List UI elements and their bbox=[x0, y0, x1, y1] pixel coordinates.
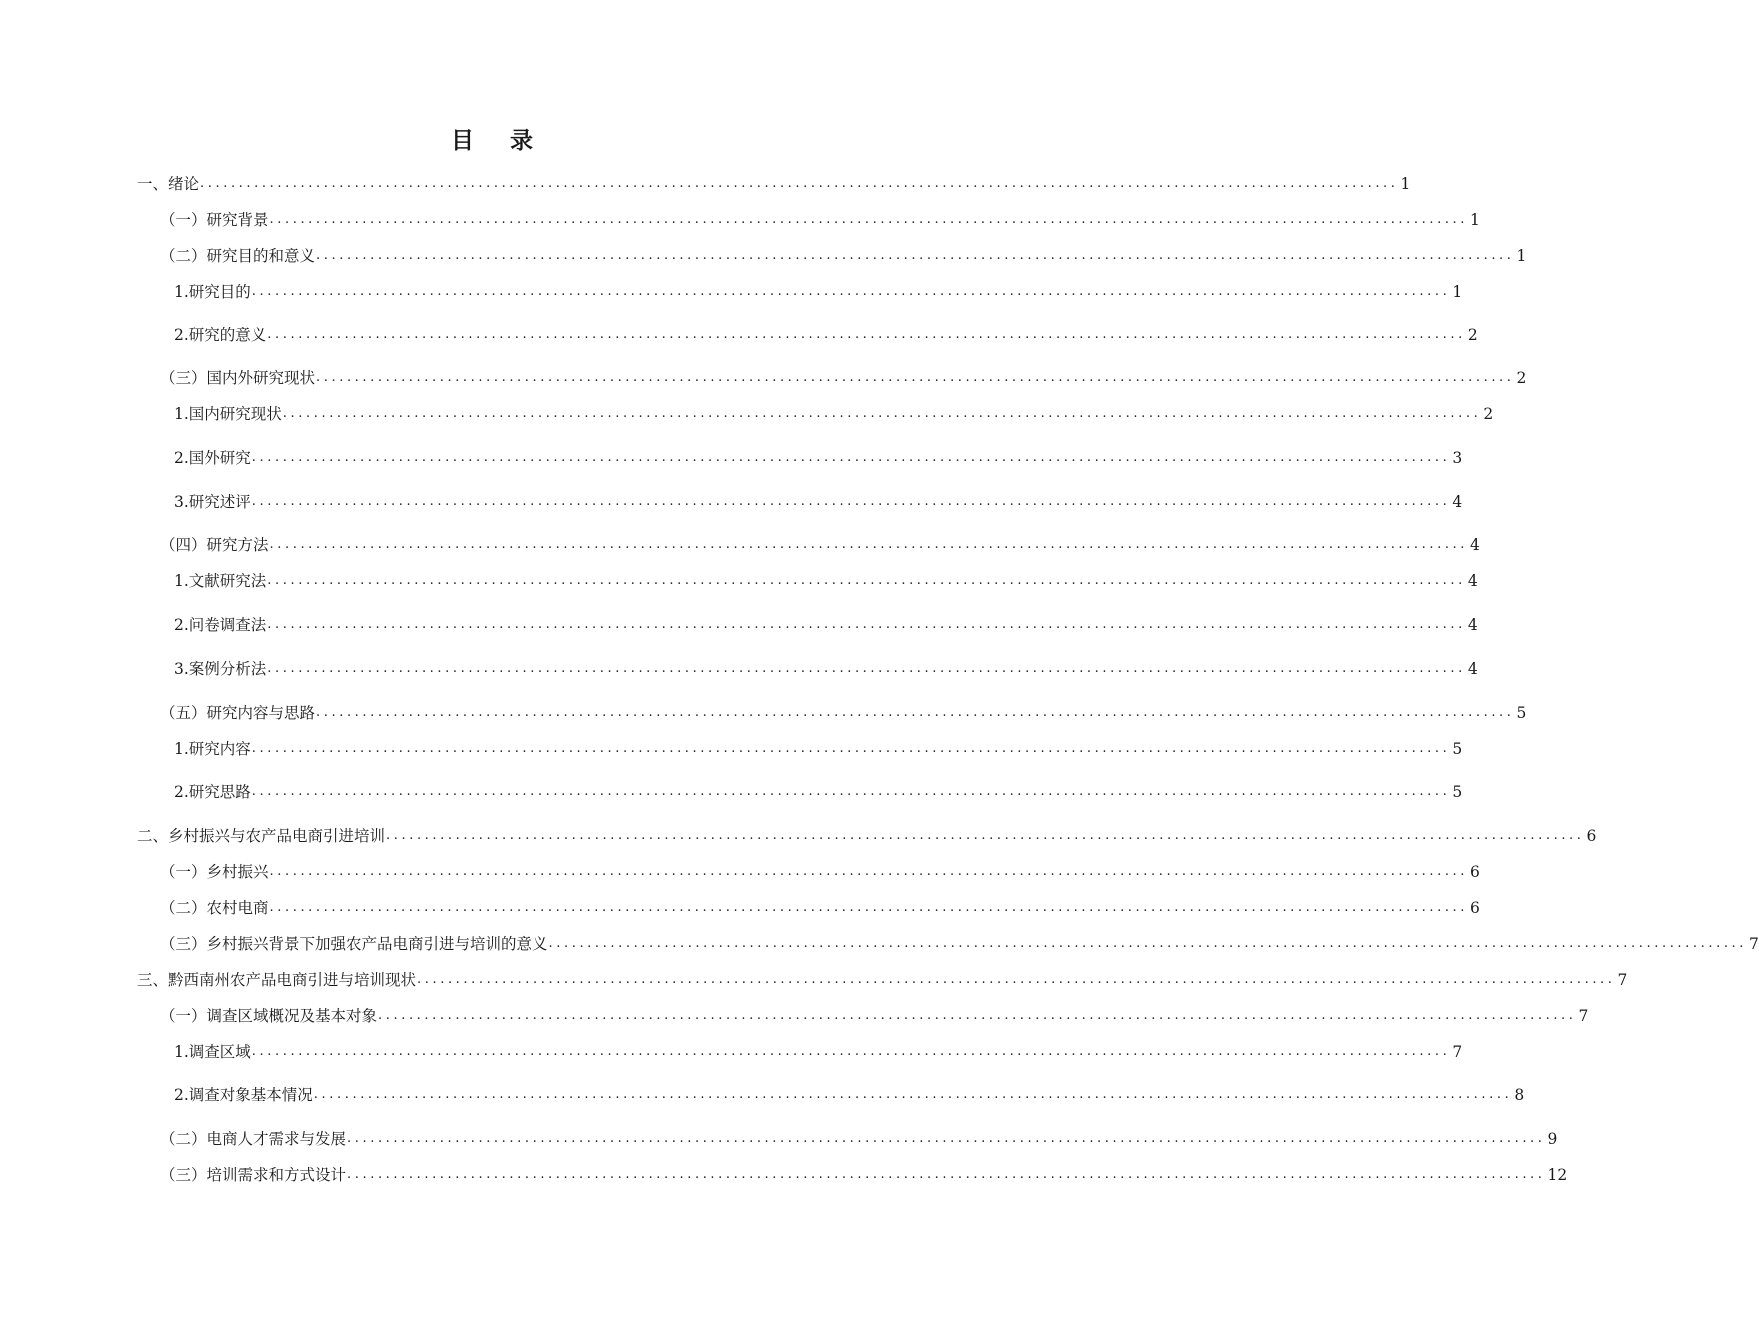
toc-entry-label: （二）电商人才需求与发展 bbox=[160, 1130, 347, 1148]
toc-entry[interactable] bbox=[160, 366, 1527, 388]
toc-entry-page: 8 bbox=[1514, 1086, 1525, 1104]
toc-entry[interactable] bbox=[160, 1163, 1568, 1185]
toc-entry-page: 5 bbox=[1516, 704, 1527, 722]
toc-entry-page: 5 bbox=[1452, 740, 1463, 758]
toc-leader-dots: ........................................................................................................................................................... bbox=[269, 537, 1469, 552]
toc-entry-label: （二）农村电商 bbox=[160, 899, 269, 917]
toc-entry-page: 2 bbox=[1516, 369, 1527, 387]
toc-entry-page: 6 bbox=[1586, 827, 1597, 845]
toc-entry-page: 1 bbox=[1470, 211, 1480, 229]
toc-leader-dots: ........................................................................................................................................................... bbox=[267, 661, 1466, 676]
toc-entry[interactable] bbox=[137, 172, 1411, 194]
toc-entry-label: （四）研究方法 bbox=[160, 536, 269, 554]
toc-entry-page: 7 bbox=[1578, 1007, 1589, 1025]
toc-leader-dots: ........................................................................................................................................................... bbox=[267, 617, 1466, 632]
toc-leader-dots: ........................................................................................................................................................... bbox=[316, 705, 1515, 720]
toc-entry-label: （一）研究背景 bbox=[160, 211, 269, 229]
toc-entry-page: 4 bbox=[1467, 616, 1478, 634]
toc-entry-label: 2.研究思路 bbox=[174, 783, 251, 801]
toc-entry-page: 1 bbox=[1516, 247, 1527, 265]
toc-entry[interactable] bbox=[160, 1127, 1558, 1149]
toc-entry-page: 6 bbox=[1470, 899, 1480, 917]
toc-leader-dots: ........................................................................................................................................................... bbox=[251, 494, 1451, 509]
toc-entry-page: 9 bbox=[1547, 1130, 1558, 1148]
toc-entry-page: 6 bbox=[1470, 863, 1480, 881]
toc-entry-page: 7 bbox=[1452, 1043, 1463, 1061]
toc-entry-label: 一、绪论 bbox=[137, 175, 200, 193]
toc-entry[interactable] bbox=[160, 932, 1759, 954]
toc-leader-dots: ........................................................................................................................................................... bbox=[548, 936, 1748, 951]
toc-leader-dots: ........................................................................................................................................................... bbox=[316, 248, 1515, 263]
toc-entry-label: （三）国内外研究现状 bbox=[160, 369, 316, 387]
toc-leader-dots: ........................................................................................................................................................... bbox=[347, 1167, 1546, 1182]
toc-leader-dots: ........................................................................................................................................................... bbox=[251, 784, 1451, 799]
toc-entry-page: 5 bbox=[1452, 783, 1463, 801]
toc-leader-dots: ........................................................................................................................................................... bbox=[347, 1131, 1546, 1146]
toc-entry-label: 三、黔西南州农产品电商引进与培训现状 bbox=[137, 971, 417, 989]
toc-entry-page: 12 bbox=[1547, 1166, 1568, 1184]
toc-entry-label: 3.案例分析法 bbox=[174, 660, 267, 678]
toc-entry-page: 4 bbox=[1452, 493, 1463, 511]
toc-entry[interactable] bbox=[174, 737, 1463, 759]
toc-entry-page: 7 bbox=[1617, 971, 1628, 989]
toc-leader-dots: ........................................................................................................................................................... bbox=[386, 828, 1585, 843]
toc-entry-page: 4 bbox=[1467, 660, 1478, 678]
toc-entry-label: 2.问卷调查法 bbox=[174, 616, 267, 634]
toc-entry[interactable] bbox=[174, 569, 1478, 591]
toc-leader-dots: ........................................................................................................................................................... bbox=[251, 450, 1451, 465]
toc-entry-label: （三）培训需求和方式设计 bbox=[160, 1166, 347, 1184]
toc-entry[interactable] bbox=[160, 533, 1480, 555]
toc-entry-page: 2 bbox=[1483, 405, 1494, 423]
toc-entry-page: 4 bbox=[1467, 572, 1478, 590]
toc-entry-label: 2.国外研究 bbox=[174, 449, 251, 467]
toc-entry-label: 1.调查区域 bbox=[174, 1043, 251, 1061]
toc-entry[interactable] bbox=[174, 657, 1478, 679]
toc-entry[interactable] bbox=[174, 1040, 1463, 1062]
toc-entry[interactable] bbox=[174, 1083, 1525, 1105]
toc-entry[interactable] bbox=[137, 968, 1628, 990]
toc-entry[interactable] bbox=[174, 323, 1478, 345]
toc-entry-label: （一）乡村振兴 bbox=[160, 863, 269, 881]
toc-entry-label: 1.文献研究法 bbox=[174, 572, 267, 590]
toc-leader-dots: ........................................................................................................................................................... bbox=[417, 972, 1616, 987]
toc-leader-dots: ........................................................................................................................................................... bbox=[269, 212, 1469, 227]
toc-entry-label: 1.研究目的 bbox=[174, 283, 251, 301]
toc-leader-dots: ........................................................................................................................................................... bbox=[251, 741, 1451, 756]
toc-leader-dots: ........................................................................................................................................................... bbox=[313, 1087, 1513, 1102]
toc-entry-label: 二、乡村振兴与农产品电商引进培训 bbox=[137, 827, 386, 845]
toc-entry-page: 1 bbox=[1400, 175, 1411, 193]
toc-leader-dots: ........................................................................................................................................................... bbox=[282, 406, 1482, 421]
toc-entry[interactable] bbox=[160, 896, 1480, 918]
toc-leader-dots: ........................................................................................................................................................... bbox=[251, 284, 1451, 299]
toc-entry-label: 3.研究述评 bbox=[174, 493, 251, 511]
toc-entry-label: （三）乡村振兴背景下加强农产品电商引进与培训的意义 bbox=[160, 935, 548, 953]
toc-entry[interactable] bbox=[160, 1004, 1589, 1026]
toc-entry[interactable] bbox=[160, 701, 1527, 723]
toc-leader-dots: ........................................................................................................................................................... bbox=[267, 327, 1466, 342]
toc-leader-dots: ........................................................................................................................................................... bbox=[251, 1044, 1451, 1059]
toc-entry[interactable] bbox=[160, 244, 1527, 266]
toc-title: 目 录 bbox=[450, 128, 547, 154]
toc-leader-dots: ........................................................................................................................................................... bbox=[267, 573, 1466, 588]
toc-entry-label: 2.调查对象基本情况 bbox=[174, 1086, 313, 1104]
toc-entry-page: 2 bbox=[1467, 326, 1478, 344]
toc-entry[interactable] bbox=[160, 860, 1480, 882]
toc-entry[interactable] bbox=[174, 490, 1463, 512]
toc-entry-label: 1.国内研究现状 bbox=[174, 405, 282, 423]
toc-entry[interactable] bbox=[174, 446, 1463, 468]
toc-entry[interactable] bbox=[137, 824, 1597, 846]
toc-leader-dots: ........................................................................................................................................................... bbox=[378, 1008, 1577, 1023]
toc-entry-label: （一）调查区域概况及基本对象 bbox=[160, 1007, 378, 1025]
toc-leader-dots: ........................................................................................................................................................... bbox=[269, 900, 1469, 915]
toc-entry-label: 1.研究内容 bbox=[174, 740, 251, 758]
toc-entry-label: （五）研究内容与思路 bbox=[160, 704, 316, 722]
toc-entry[interactable] bbox=[174, 613, 1478, 635]
toc-entry-label: 2.研究的意义 bbox=[174, 326, 267, 344]
toc-entry-page: 3 bbox=[1452, 449, 1463, 467]
toc-entry-page: 4 bbox=[1470, 536, 1480, 554]
toc-entry[interactable] bbox=[174, 780, 1463, 802]
toc-entry[interactable] bbox=[160, 208, 1480, 230]
toc-entry[interactable] bbox=[174, 402, 1494, 424]
toc-leader-dots: ........................................................................................................................................................... bbox=[269, 864, 1469, 879]
toc-entry-label: （二）研究目的和意义 bbox=[160, 247, 316, 265]
toc-leader-dots: ........................................................................................................................................................... bbox=[200, 176, 1399, 191]
toc-entry-page: 7 bbox=[1749, 935, 1759, 953]
toc-leader-dots: ........................................................................................................................................................... bbox=[316, 370, 1515, 385]
toc-entry[interactable] bbox=[174, 280, 1463, 302]
toc-entry-page: 1 bbox=[1452, 283, 1463, 301]
